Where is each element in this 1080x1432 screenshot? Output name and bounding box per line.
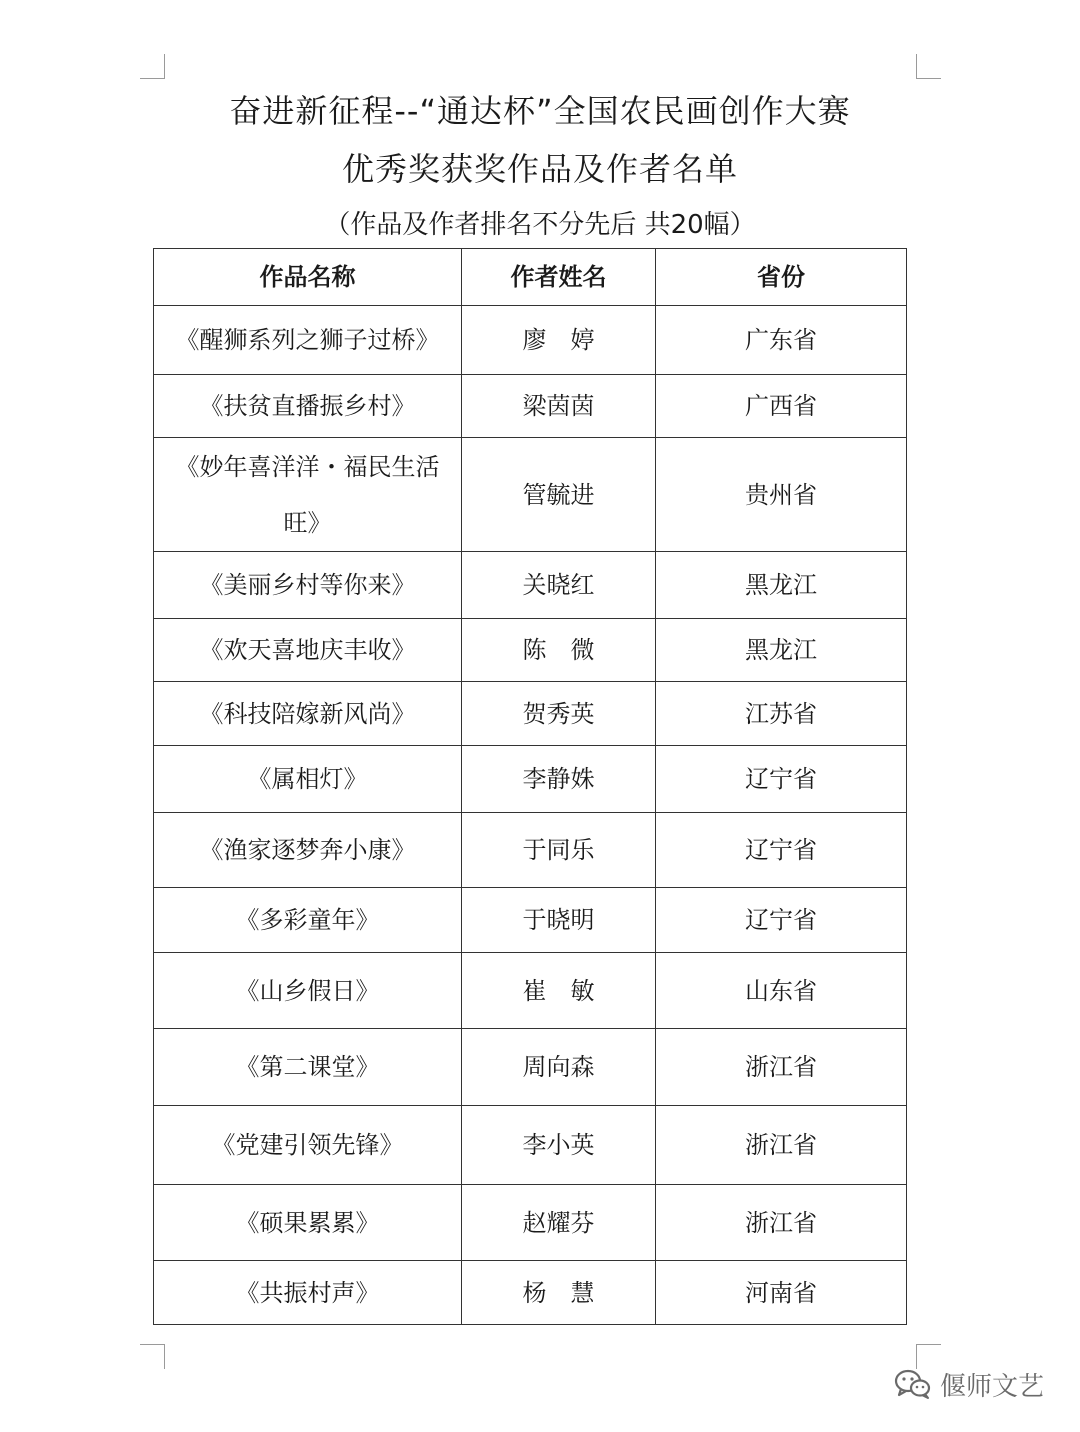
work-title-cell: 《共振村声》	[154, 1261, 462, 1325]
province-cell: 贵州省	[656, 438, 907, 552]
province-cell: 黑龙江	[656, 552, 907, 619]
work-title-cell: 《硕果累累》	[154, 1185, 462, 1261]
province-cell: 黑龙江	[656, 619, 907, 682]
wechat-account-watermark	[894, 1364, 1044, 1404]
document-title: 奋进新征程--“通达杯”全国农民画创作大赛	[229, 92, 851, 130]
document-subtitle: （作品及作者排名不分先后 共20幅）	[324, 210, 756, 240]
table-row	[154, 1185, 907, 1261]
province-cell: 河南省	[656, 1261, 907, 1325]
province-cell: 江苏省	[656, 682, 907, 746]
author-name-cell: 于晓明	[462, 888, 656, 953]
author-name-cell: 崔 敏	[462, 953, 656, 1029]
page-corner-mark-bottom-left	[140, 1344, 165, 1369]
table-row	[154, 306, 907, 375]
province-cell: 辽宁省	[656, 746, 907, 813]
column-header-work: 作品名称	[154, 249, 462, 306]
work-title-cell: 《科技陪嫁新风尚》	[154, 682, 462, 746]
work-title-cell: 《多彩童年》	[154, 888, 462, 953]
author-name-cell: 贺秀英	[462, 682, 656, 746]
table-row	[154, 438, 907, 552]
page-corner-mark-top-right	[916, 54, 941, 79]
province-cell: 辽宁省	[656, 888, 907, 953]
work-title-cell: 《渔家逐梦奔小康》	[154, 813, 462, 888]
table-row	[154, 953, 907, 1029]
table-row	[154, 1106, 907, 1185]
author-name-cell: 李小英	[462, 1106, 656, 1185]
province-cell: 浙江省	[656, 1106, 907, 1185]
province-cell: 辽宁省	[656, 813, 907, 888]
table-row	[154, 552, 907, 619]
province-cell: 浙江省	[656, 1029, 907, 1106]
table-row	[154, 813, 907, 888]
author-name-cell: 陈 微	[462, 619, 656, 682]
table-row	[154, 746, 907, 813]
author-name-cell: 于同乐	[462, 813, 656, 888]
author-name-cell: 赵耀芬	[462, 1185, 656, 1261]
work-title-cell: 《欢天喜地庆丰收》	[154, 619, 462, 682]
table-row	[154, 619, 907, 682]
author-name-cell: 廖 婷	[462, 306, 656, 375]
work-title-cell: 《党建引领先锋》	[154, 1106, 462, 1185]
province-cell: 广东省	[656, 306, 907, 375]
wechat-account-name: 偃师文艺	[940, 1371, 1045, 1402]
province-cell: 广西省	[656, 375, 907, 438]
table-header-row	[154, 249, 907, 306]
table-row	[154, 888, 907, 953]
work-title-cell: 《属相灯》	[154, 746, 462, 813]
work-title-cell: 《美丽乡村等你来》	[154, 552, 462, 619]
province-cell: 山东省	[656, 953, 907, 1029]
column-header-province: 省份	[656, 249, 907, 306]
work-title-cell: 《妙年喜洋洋・福民生活旺》	[154, 438, 462, 552]
wechat-icon	[894, 1368, 932, 1400]
author-name-cell: 李静姝	[462, 746, 656, 813]
work-title-cell: 《第二课堂》	[154, 1029, 462, 1106]
table-row	[154, 1029, 907, 1106]
work-title-cell: 《醒狮系列之狮子过桥》	[154, 306, 462, 375]
author-name-cell: 梁茵茵	[462, 375, 656, 438]
table-row	[154, 375, 907, 438]
table-row	[154, 1261, 907, 1325]
author-name-cell: 管毓进	[462, 438, 656, 552]
page-corner-mark-top-left	[140, 54, 165, 79]
column-header-author: 作者姓名	[462, 249, 656, 306]
work-title-cell: 《山乡假日》	[154, 953, 462, 1029]
work-title-cell: 《扶贫直播振乡村》	[154, 375, 462, 438]
province-cell: 浙江省	[656, 1185, 907, 1261]
author-name-cell: 关晓红	[462, 552, 656, 619]
table-row	[154, 682, 907, 746]
author-name-cell: 周向森	[462, 1029, 656, 1106]
document-title-line2: 优秀奖获奖作品及作者名单	[341, 150, 738, 188]
author-name-cell: 杨 慧	[462, 1261, 656, 1325]
awards-table	[153, 248, 907, 1325]
